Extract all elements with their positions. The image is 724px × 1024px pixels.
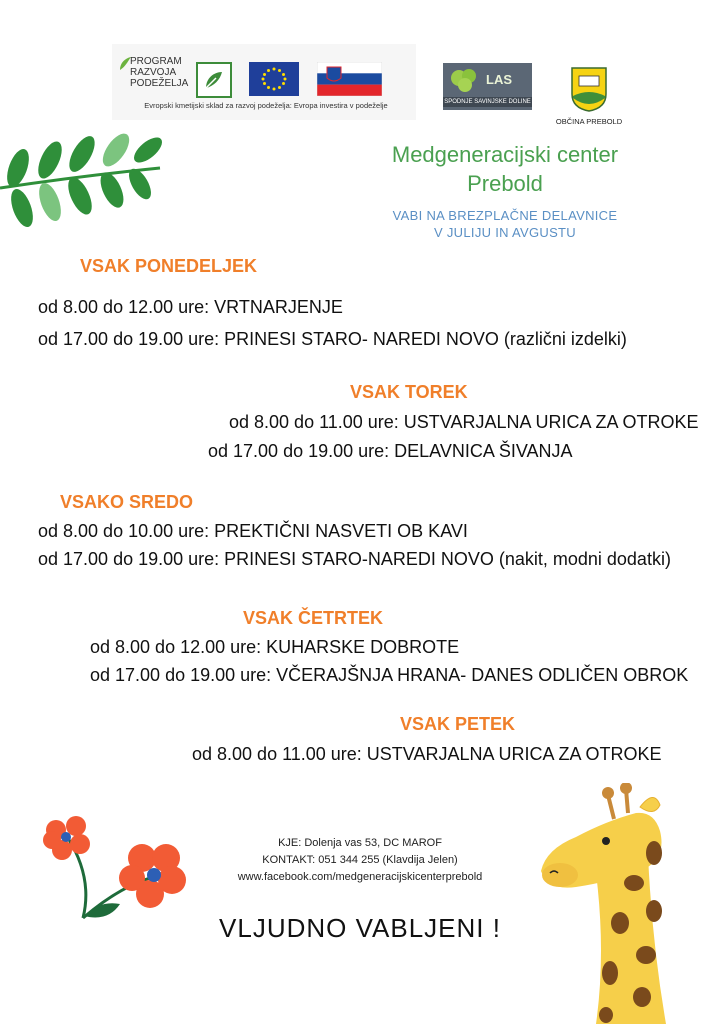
eu-flag-icon bbox=[249, 62, 299, 96]
program-text-line1: PROGRAM bbox=[130, 56, 182, 67]
monday-line-1: od 8.00 do 12.00 ure: VRTNARJENJE bbox=[38, 297, 343, 317]
friday-line-1: od 8.00 do 11.00 ure: USTVARJALNA URICA ZA OTROKE bbox=[192, 744, 662, 764]
tuesday-line-2: od 17.00 do 19.00 ure: DELAVNICA ŠIVANJA bbox=[208, 441, 573, 461]
tuesday-line-1: od 8.00 do 11.00 ure: USTVARJALNA URICA ZA OTROKE bbox=[229, 412, 699, 432]
program-logo-text bbox=[130, 56, 188, 89]
thursday-line-1: od 8.00 do 12.00 ure: KUHARSKE DOBROTE bbox=[90, 637, 460, 657]
contact-text: KONTAKT: 051 344 255 (Klavdija Jelen) bbox=[262, 854, 458, 866]
program-text-line3: PODEŽELJA bbox=[130, 78, 189, 89]
subtitle-line1: VABI NA BREZPLAČNE DELAVNICE bbox=[392, 208, 618, 223]
page-subtitle bbox=[360, 207, 650, 241]
wednesday-line-2: od 17.00 do 19.00 ure: PRINESI STARO-NAREDI NOVO (nakit, modni dodatki) bbox=[38, 549, 671, 569]
slovenia-flag-icon bbox=[317, 62, 382, 96]
fund-caption: Evropski kmetijski sklad za razvoj podeželja: Evropa investira v podeželje bbox=[144, 101, 388, 110]
crest-icon bbox=[570, 66, 608, 112]
leaf-branch-icon bbox=[0, 128, 165, 233]
facebook-link[interactable]: www.facebook.com/medgeneracijskicenterprebold bbox=[237, 871, 483, 883]
grape-leaf-icon bbox=[449, 66, 481, 94]
contact-info bbox=[150, 835, 570, 886]
day-heading-wednesday: VSAKO SREDO bbox=[60, 492, 194, 512]
program-text-line2: RAZVOJA bbox=[130, 67, 177, 78]
page-title bbox=[360, 140, 650, 198]
leader-logo-icon bbox=[196, 62, 232, 98]
thursday-line-2: od 17.00 do 19.00 ure: VČERAJŠNJA HRANA- DANES ODLIČEN OBROK bbox=[90, 665, 689, 685]
las-subtitle: SPODNJE SAVINJSKE DOLINE bbox=[444, 99, 531, 105]
day-heading-friday: VSAK PETEK bbox=[400, 714, 516, 734]
title-line2: Prebold bbox=[467, 171, 543, 196]
title-line1: Medgeneracijski center bbox=[391, 142, 619, 167]
day-heading-thursday: VSAK ČETRTEK bbox=[243, 608, 384, 628]
municipality-name: OBČINA PREBOLD bbox=[555, 117, 623, 126]
wednesday-line-1: od 8.00 do 10.00 ure: PREKTIČNI NASVETI OB KAVI bbox=[38, 521, 468, 541]
closing-invitation: VLJUDNO VABLJENI ! bbox=[219, 913, 501, 943]
giraffe-icon bbox=[536, 783, 724, 1024]
day-heading-monday: VSAK PONEDELJEK bbox=[80, 256, 258, 276]
monday-line-2: od 17.00 do 19.00 ure: PRINESI STARO- NAREDI NOVO (različni izdelki) bbox=[38, 329, 627, 349]
location-text: KJE: Dolenja vas 53, DC MAROF bbox=[278, 837, 442, 849]
las-name: LAS bbox=[486, 72, 512, 87]
day-heading-tuesday: VSAK TOREK bbox=[350, 382, 468, 402]
subtitle-line2: V JULIJU IN AVGUSTU bbox=[434, 225, 576, 240]
